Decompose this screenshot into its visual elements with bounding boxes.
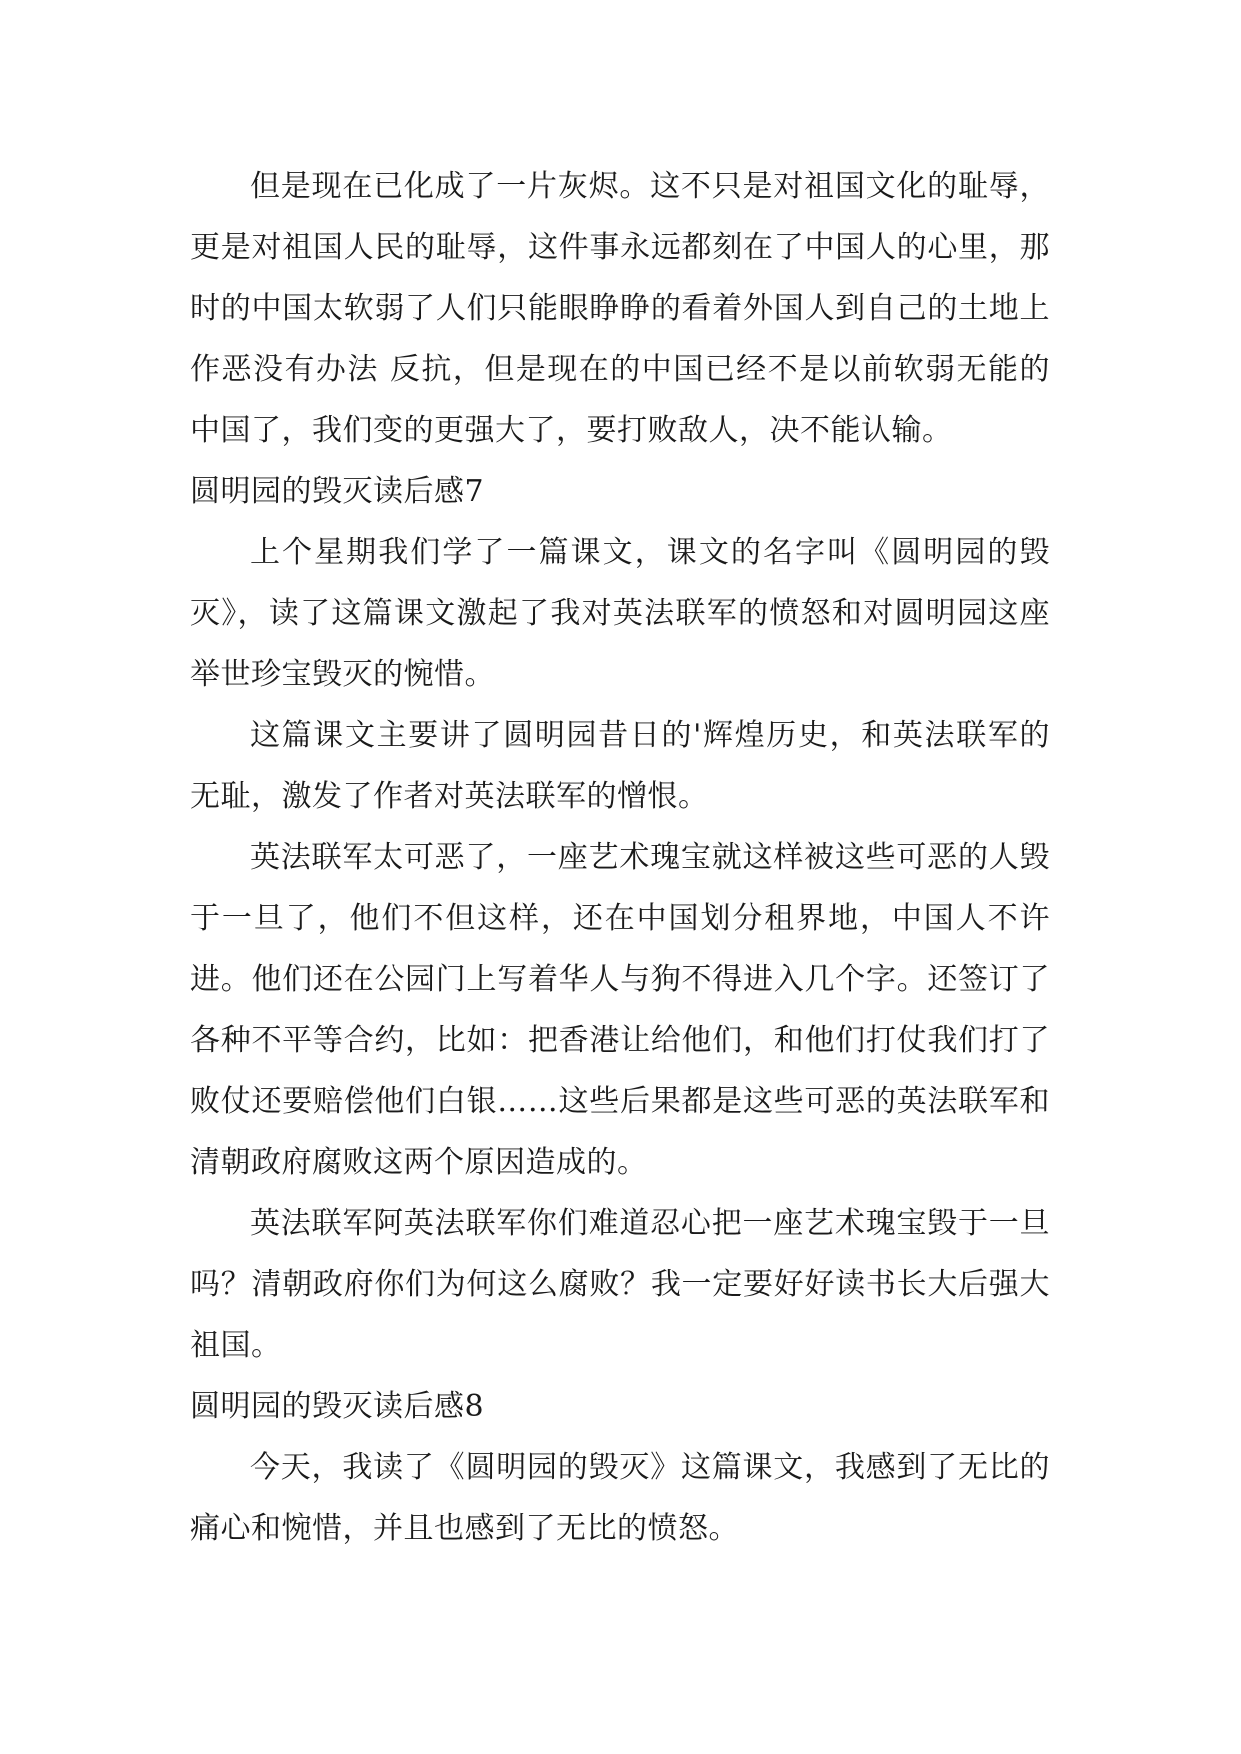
paragraph: 这篇课文主要讲了圆明园昔日的'辉煌历史，和英法联军的无耻，激发了作者对英法联军的憎恨。 [190, 718, 1050, 814]
paragraph: 英法联军太可恶了，一座艺术瑰宝就这样被这些可恶的人毁于一旦了，他们不但这样，还在中国划分租界地，中国人不许进。他们还在公园门上写着华人与狗不得进入几个字。还签订了各种不平等合约，比如：把香港让给他们，和他们打仗我们打了败仗还要赔偿他们白银……这些后果都是这些可恶的英法联军和清朝政府腐败这两个原因造成的。 [190, 840, 1050, 1180]
paragraph: 英法联军阿英法联军你们难道忍心把一座艺术瑰宝毁于一旦吗？清朝政府你们为何这么腐败？我一定要好好读书长大后强大祖国。 [190, 1206, 1050, 1363]
document-body [190, 156, 1050, 1559]
paragraph: 上个星期我们学了一篇课文，课文的名字叫《圆明园的毁灭》，读了这篇课文激起了我对英法联军的愤怒和对圆明园这座举世珍宝毁灭的惋惜。 [190, 535, 1050, 692]
section-heading: 圆明园的毁灭读后感8 [190, 1389, 485, 1424]
paragraph: 今天，我读了《圆明园的毁灭》这篇课文，我感到了无比的痛心和惋惜，并且也感到了无比的愤怒。 [190, 1450, 1050, 1546]
paragraph: 但是现在已化成了一片灰烬。这不只是对祖国文化的耻辱，更是对祖国人民的耻辱，这件事永远都刻在了中国人的心里，那时的中国太软弱了人们只能眼睁睁的看着外国人到自己的土地上作恶没有办法 反抗，但是现在的中国已经不是以前软弱无能的中国了，我们变的更强大了，要打败敌人，决不能认输。 [190, 169, 1050, 448]
section-heading: 圆明园的毁灭读后感7 [190, 474, 485, 509]
